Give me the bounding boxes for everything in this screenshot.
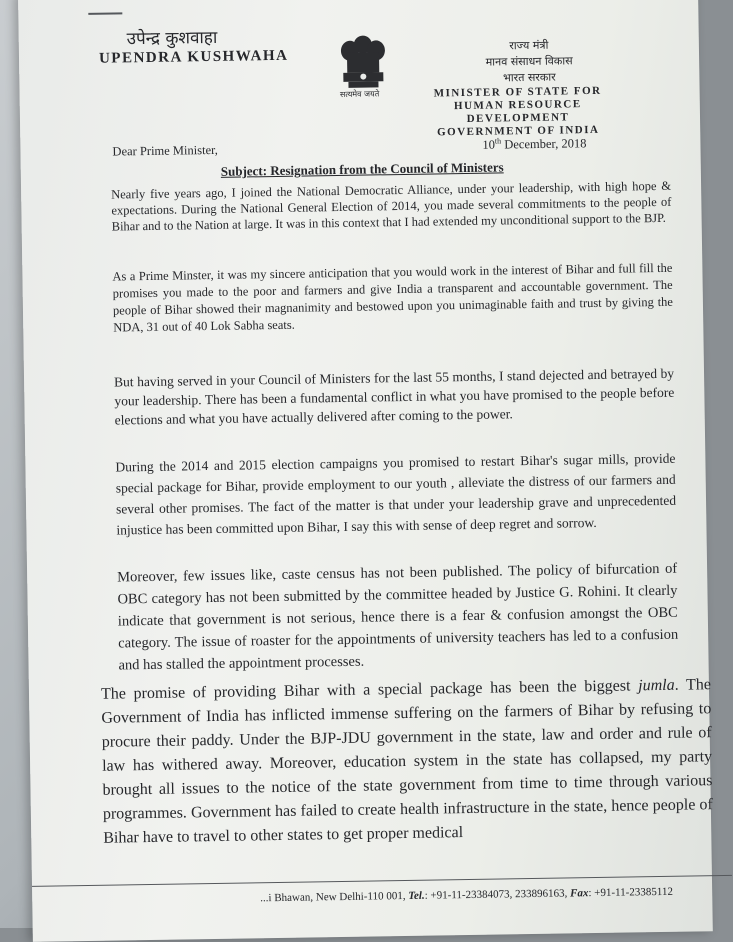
date-month-year: December, 2018 xyxy=(501,136,587,152)
sender-name-hindi: उपेन्द्र कुशवाहा xyxy=(126,27,218,50)
body-paragraph xyxy=(101,673,714,851)
paragraph-text: . The Government of India has inflicted immense suffering on the farmers of Bihar by refusing to procure their paddy. Under the BJP-JDU government in the state, law and order and rule of law has withered away. Moreover, education system in the state has collapsed, my party brought all issues to the notice of the state government from time to time through various programmes. Government has failed to create health infrastructure in the state, hence people of Bihar have to travel to other states to get proper medical xyxy=(101,676,713,847)
salutation: Dear Prime Minister, xyxy=(112,142,218,159)
paragraph-text: The promise of providing Bihar with a special package has been the biggest xyxy=(100,677,639,703)
body-paragraph: As a Prime Minster, it was my sincere anticipation that you would work in the interest of Bihar and full fill the promises you made to the poor and farmers and give India a transparent and accountable government. The people of Bihar showed their magnanimity and bestowed upon you unimaginable faith and trust by giving the NDA, 31 out of 40 Lok Sabha seats. xyxy=(112,260,674,335)
body-paragraph: Moreover, few issues like, caste census has not been published. The policy of bifurcation of OBC category has not been submitted by the committee headed by Justice G. Rohini. It clearly indicate that government is not serious, hence there is a fear & confusion amongst the OBC category. The issue of roaster for the appointments of university teachers has led to a confusion and has stalled the appointment processes. xyxy=(117,560,679,674)
date-day: 10 xyxy=(482,137,496,152)
designation-english-line: HUMAN RESOURCE DEVELOPMENT xyxy=(453,98,582,125)
body-paragraph: During the 2014 and 2015 election campaigns you promised to restart Bihar's sugar mills, provide special package for Bihar, provide employment to our youth , alleviate the distress of our farmers and several other promises. The fact of the matter is that under your leadership grave and unprecedented injustice has been committed upon Bihar, I say this with sense of deep regret and sorrow. xyxy=(115,450,677,538)
footer-divider xyxy=(32,875,732,887)
emblem-motto: सत्यमेव जयते xyxy=(339,89,380,99)
tel-label: Tel. xyxy=(408,889,425,902)
pen-mark xyxy=(88,12,122,15)
footer-address: ...i Bhawan, New Delhi-110 001, xyxy=(260,890,406,905)
designation-hindi-line: राज्य मंत्री xyxy=(509,38,549,53)
designation-hindi xyxy=(459,37,600,87)
letter-date xyxy=(482,135,586,153)
letter-page xyxy=(18,0,713,942)
subject-line: Subject: Resignation from the Council of Ministers xyxy=(220,159,504,179)
footer-contact xyxy=(260,886,673,904)
emphasized-word: jumla xyxy=(638,676,675,695)
date-suffix: th xyxy=(494,136,502,146)
designation-hindi-line: मानव संसाधन विकास xyxy=(485,54,573,69)
designation-english xyxy=(418,85,619,140)
designation-english-line: MINISTER OF STATE FOR xyxy=(433,84,602,100)
tel-numbers: : +91-11-23384073, 233896163, xyxy=(424,887,568,902)
designation-english-line: GOVERNMENT OF INDIA xyxy=(436,123,600,139)
body-paragraph: But having served in your Council of Ministers for the last 55 months, I stand dejected and betrayed by your leadership. There has been a fundamental conflict in what you have promised to the people before elections and what you have actually delivered after coming to the power. xyxy=(113,365,675,428)
sender-name-english: UPENDRA KUSHWAHA xyxy=(98,47,289,67)
fax-number: : +91-11-23385112 xyxy=(588,885,674,900)
designation-hindi-line: भारत सरकार xyxy=(502,70,556,85)
body-paragraph: Nearly five years ago, I joined the National Democratic Alliance, under your leadership, with high hope & expectations. During the National General Election of 2014, you made several commitments to the people of Bihar and to the Nation at large. It was in this context that I had extended my unconditional support to the BJP. xyxy=(111,178,672,234)
fax-label: Fax xyxy=(570,887,589,900)
